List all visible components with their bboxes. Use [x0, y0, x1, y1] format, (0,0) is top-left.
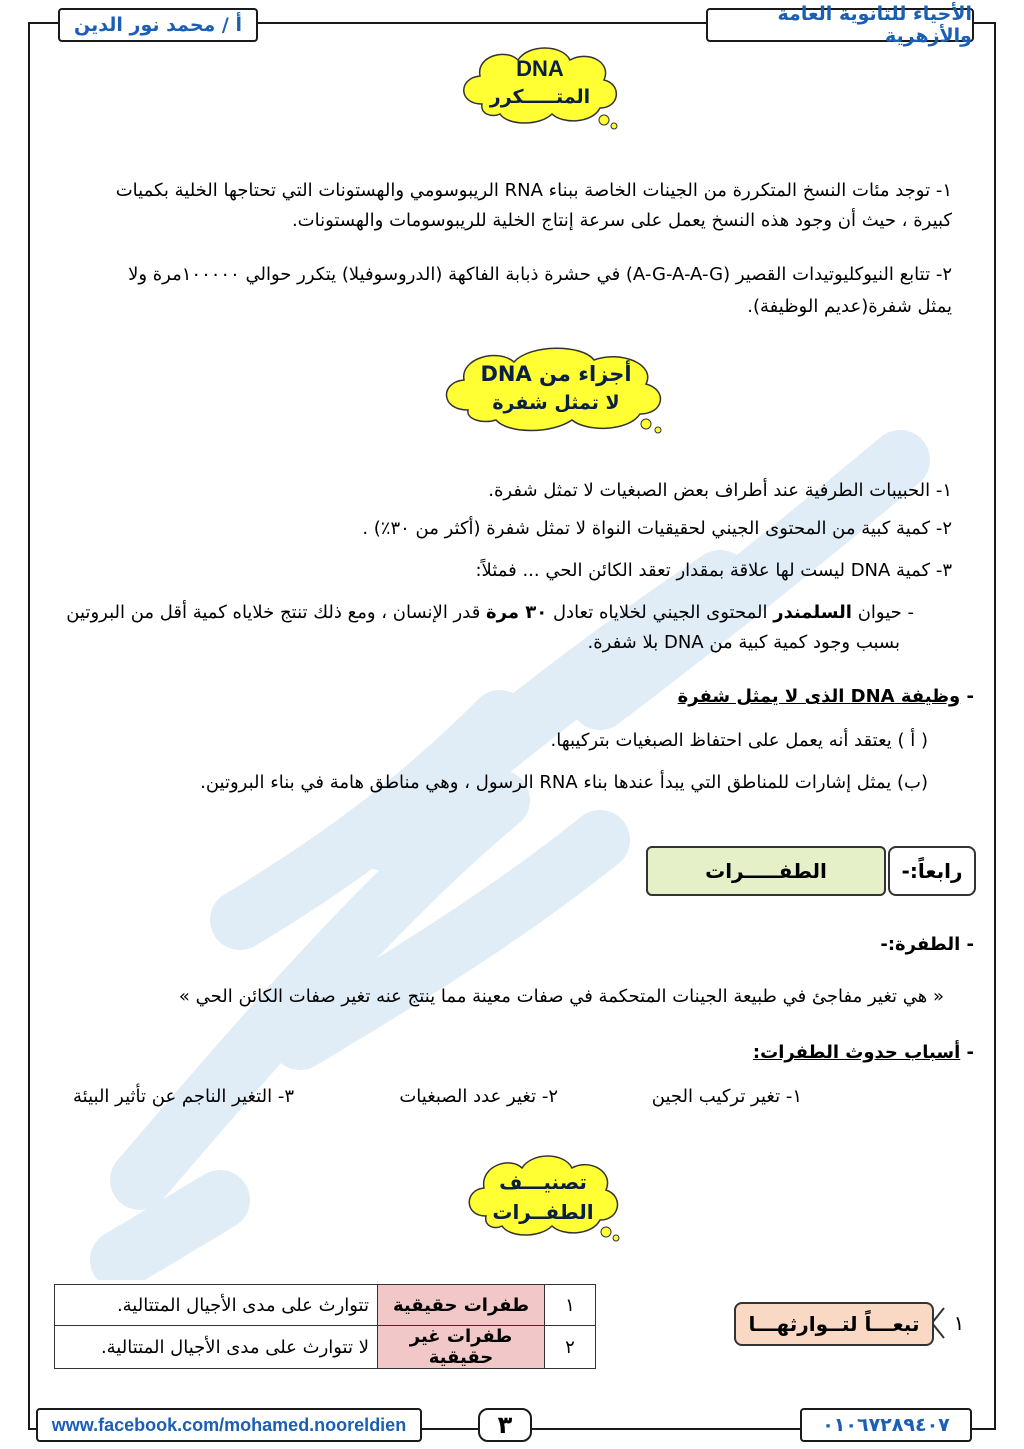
section-title-mutations: الطفـــــرات: [646, 846, 886, 896]
causes-title: أسباب حدوث الطفرات:: [752, 1042, 961, 1063]
example-pre: - حيوان: [851, 602, 914, 623]
salamander-word: السلمندر: [773, 602, 852, 623]
causes-heading: [753, 1040, 974, 1066]
function-a: ( أ ) يعتقد أنه يعمل على احتفاظ الصبغيات بتركيبها.: [550, 730, 928, 751]
cloud-repeat-line1: DNA: [516, 56, 564, 81]
cloud-shape-icon: [458, 1150, 628, 1244]
cause-1: ١- تغير تركيب الجين: [651, 1086, 802, 1107]
row-number: ٢: [545, 1326, 596, 1369]
cloud-noncoding-dna: [434, 344, 678, 438]
repeat-p2-line2: يمثل شفرة(عديم الوظيفة).: [747, 296, 952, 317]
mutation-definition-label: - الطفرة:-: [880, 934, 974, 955]
facebook-link[interactable]: [36, 1408, 422, 1442]
causes-dash: -: [960, 1042, 974, 1063]
function-title: وظيفة DNA الذى لا يمثل شفرة: [677, 686, 961, 707]
mutation-type: طفرات غير حقيقية: [378, 1326, 545, 1369]
mutation-type: طفرات حقيقية: [378, 1285, 545, 1326]
repeat-p1-line2: كبيرة ، حيث أن وجود هذه النسخ يعمل على سرعة إنتاج الخلية للريبوسومات والهستونات.: [291, 210, 952, 231]
cloud-classification: [458, 1150, 628, 1244]
function-heading: [678, 684, 974, 710]
cloud-repeated-dna: [452, 42, 628, 132]
function-b: (ب) يمثل إشارات للمناطق التي يبدأ عندها بناء RNA الرسول ، وهي مناطق هامة في بناء البروتين.: [200, 772, 928, 793]
salamander-example: [66, 600, 914, 626]
mutation-description: تتوارث على مدى الأجيال المتتالية.: [55, 1285, 378, 1326]
cloud-classify-line1: تصنيـــف: [499, 1170, 587, 1194]
mutation-description: لا تتوارث على مدى الأجيال المتتالية.: [55, 1326, 378, 1369]
author-name: أ / محمد نور الدين: [74, 14, 242, 36]
cloud-noncoding-line1: أجزاء من DNA: [480, 362, 632, 386]
facebook-url[interactable]: www.facebook.com/mohamed.nooreldien: [51, 1414, 407, 1435]
function-dash: -: [960, 686, 974, 707]
subject-header: [706, 3, 974, 47]
basis-label: تبعـــاً لتــوارثهـــا: [734, 1302, 934, 1346]
table-row: [55, 1326, 596, 1369]
phone-number: ٠١٠٦٧٢٨٩٤٠٧: [822, 1414, 950, 1436]
author-header: [58, 8, 258, 42]
section-label-fourth: رابعاً:-: [888, 846, 976, 896]
page-number-box: [478, 1408, 532, 1442]
cloud-noncoding-line2: لا تمثل شفرة: [492, 392, 620, 414]
repeat-p1-line1: ١- توجد مئات النسخ المتكررة من الجينات الخاصة ببناء RNA الريبوسومي والهستونات التي تحتاجها الخلية بكميات: [115, 180, 952, 201]
example-mid: المحتوى الجيني لخلاياه تعادل: [547, 602, 774, 623]
cloud-repeat-line2: المتـــــكرر: [489, 86, 591, 108]
cloud-shape-icon: [434, 344, 678, 438]
noncoding-item3: ٣- كمية DNA ليست لها علاقة بمقدار تعقد الكائن الحي ... فمثلاً:: [475, 560, 952, 581]
noncoding-item2: ٢- كمية كبية من المحتوى الجيني لحقيقيات النواة لا تمثل شفرة (أكثر من ٣٠٪) .: [362, 518, 952, 539]
mutation-definition: « هي تغير مفاجئ في طبيعة الجينات المتحكمة في صفات معينة مما ينتج عنه تغير صفات الكائن الحي »: [178, 986, 944, 1007]
salamander-example-line2: بسبب وجود كمية كبية من DNA بلا شفرة.: [587, 632, 900, 653]
classification-table: [54, 1284, 596, 1369]
table-row: [55, 1285, 596, 1326]
cause-3: ٣- التغير الناجم عن تأثير البيئة: [73, 1086, 294, 1107]
row-number: ١: [545, 1285, 596, 1326]
noncoding-item1: ١- الحبيبات الطرفية عند أطراف بعض الصبغيات لا تمثل شفرة.: [488, 480, 952, 501]
example-post: قدر الإنسان ، ومع ذلك تنتج خلاياه كمية أقل من البروتين: [66, 602, 487, 623]
repeat-p2-line1: ٢- تتابع النيوكليوتيدات القصير (A-G-A-A-G) في حشرة ذبابة الفاكهة (الدروسوفيلا) يتكرر حوالي ١٠٠٠٠٠مرة ولا: [128, 264, 952, 285]
thirty-times: ٣٠ مرة: [486, 602, 548, 623]
page-number: ٣: [497, 1411, 513, 1439]
cause-2: ٢- تغير عدد الصبغيات: [399, 1086, 558, 1107]
phone-box: [800, 1408, 972, 1442]
basis-number: ١: [953, 1311, 965, 1335]
subject-title: الأحياء للثانوية العامة والأزهرية: [777, 3, 972, 47]
cloud-classify-line2: الطفــرات: [492, 1200, 594, 1224]
